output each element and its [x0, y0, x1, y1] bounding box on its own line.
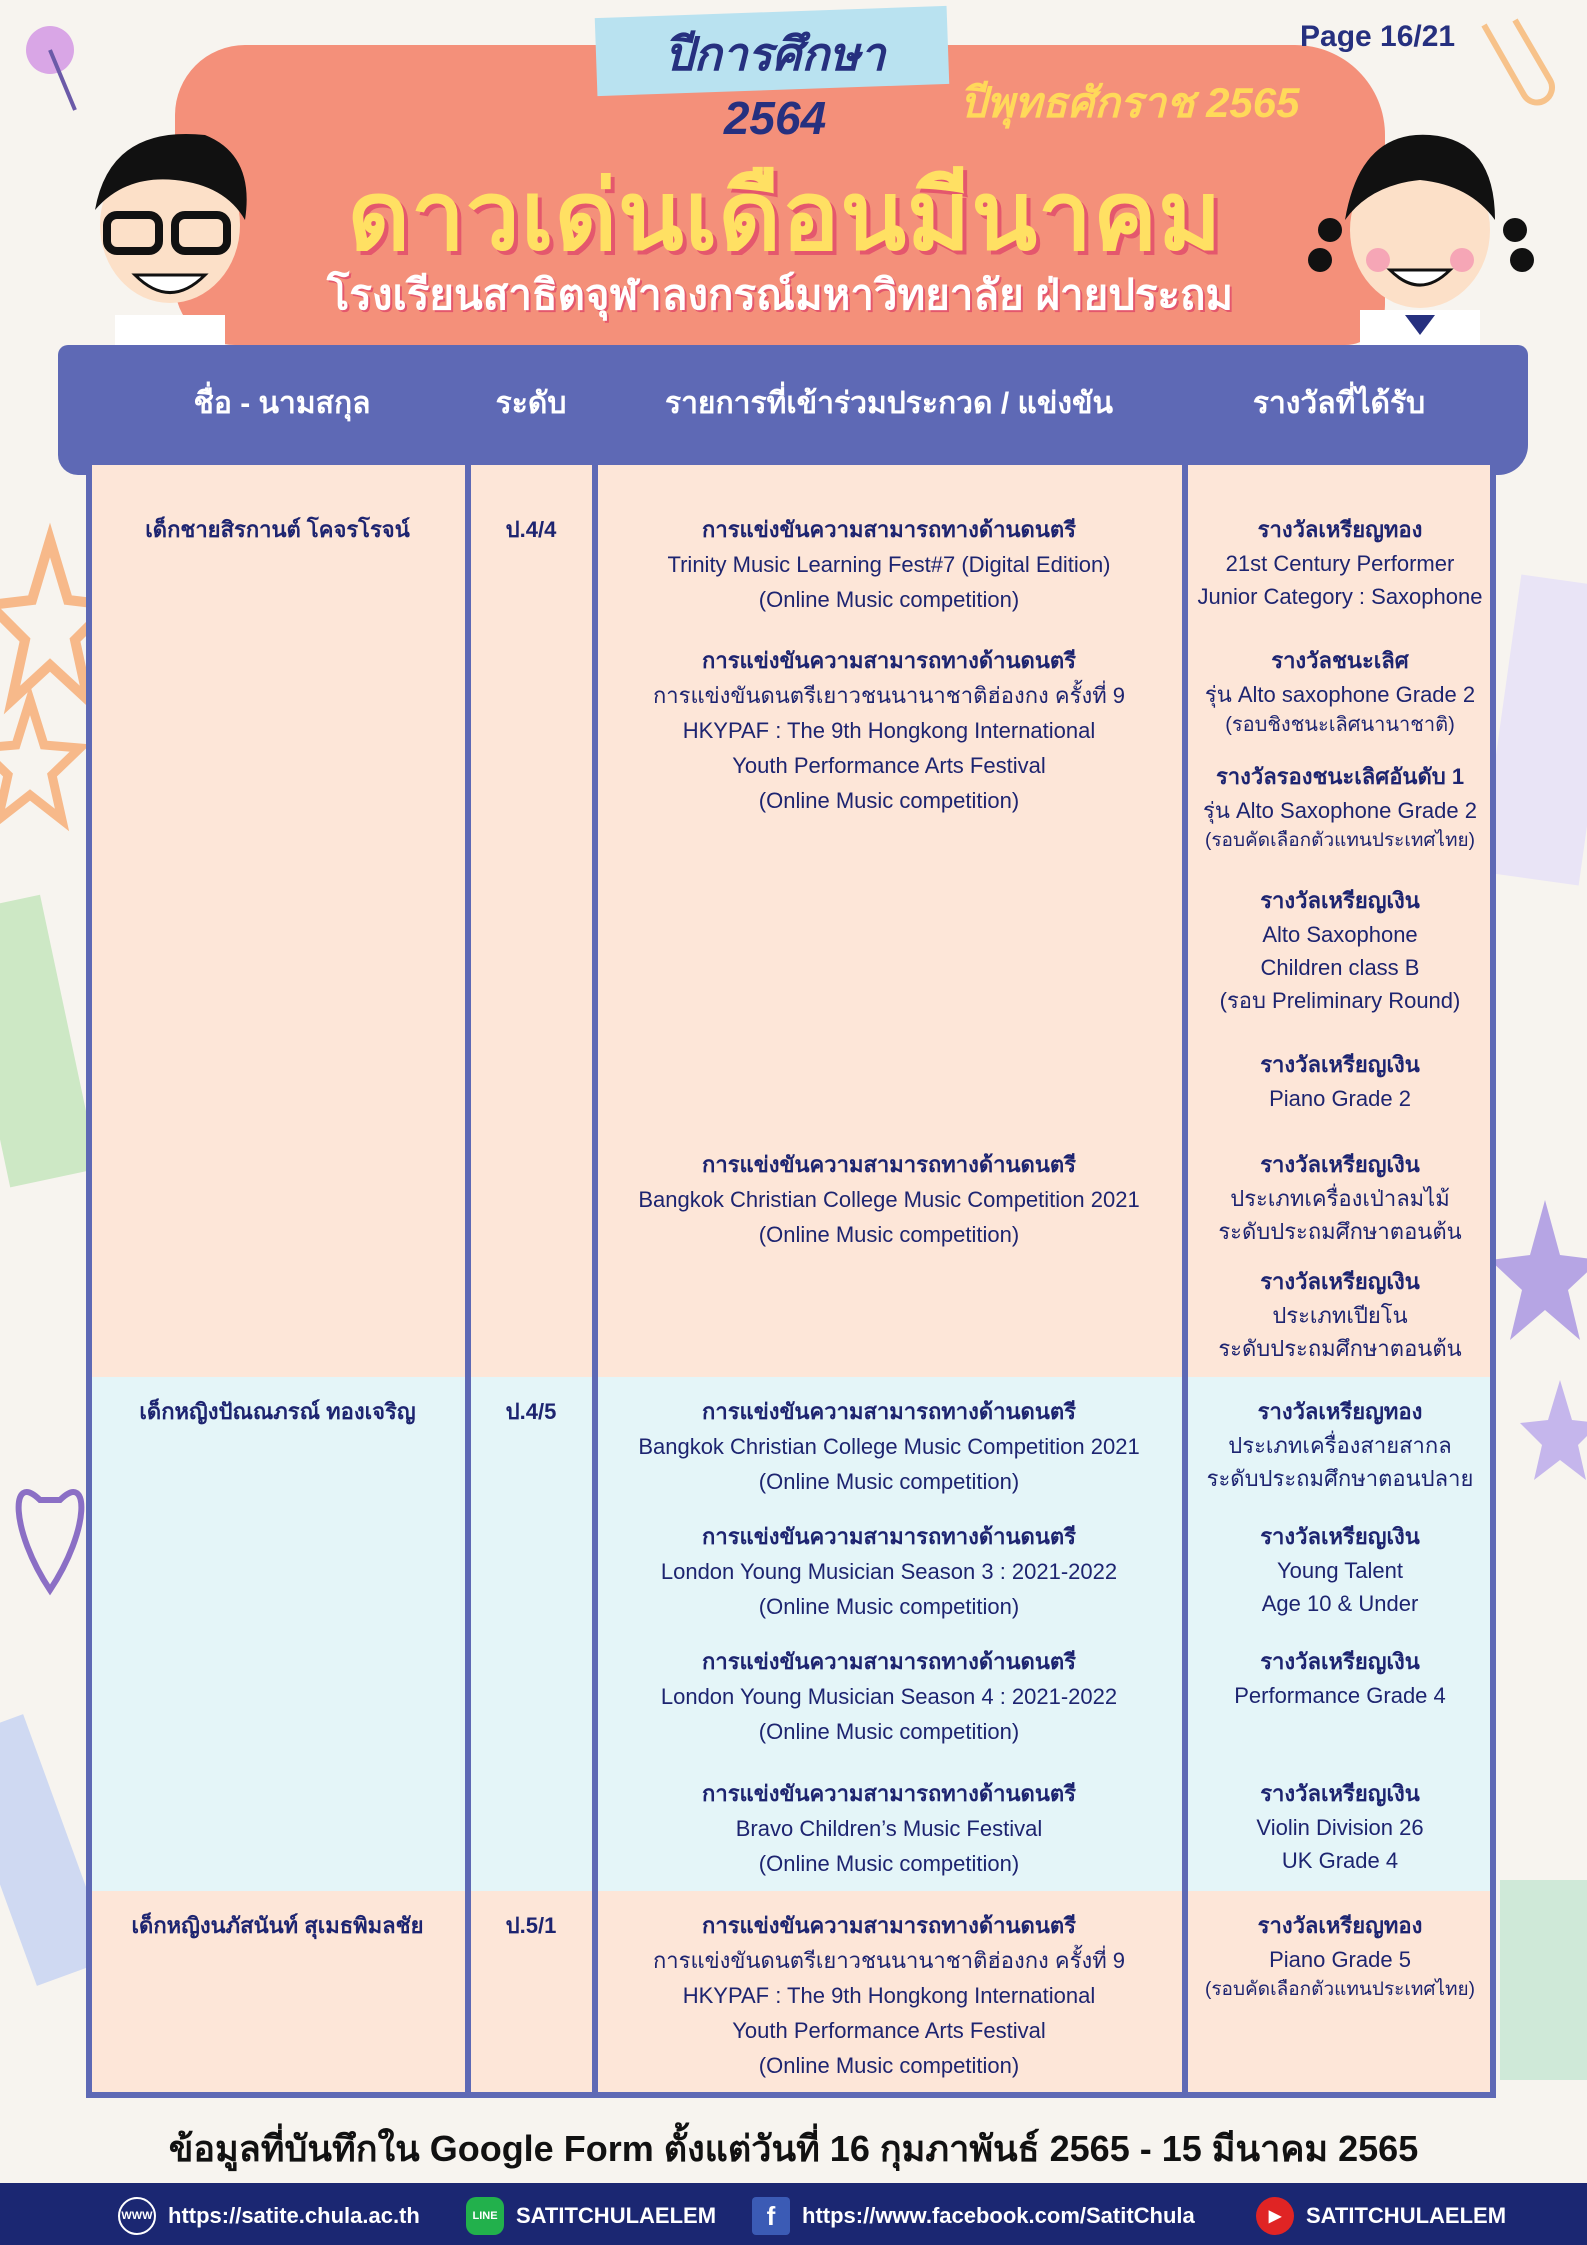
facebook-icon: f	[752, 2197, 790, 2235]
page-number: Page 16/21	[1300, 20, 1456, 53]
heart-outline-icon	[19, 1492, 82, 1590]
student-level: ป.4/5	[505, 1399, 557, 1424]
website-url: https://satite.chula.ac.th	[168, 2203, 420, 2228]
column-divider-3	[1182, 460, 1188, 2098]
competition-entry: การแข่งขันความสามารถทางด้านดนตรี Bangkok Christian College Music Competition 2021 (Online Music competition)	[638, 1152, 1140, 1247]
award-entry: รางวัลเหรียญเงิน Performance Grade 4	[1234, 1649, 1446, 1708]
youtube-channel: SATITCHULAELEM	[1306, 2203, 1507, 2228]
student-name: เด็กชายสิรกานต์ โคจรโรจน์	[145, 517, 410, 542]
academic-year: ปีการศึกษา 2564	[664, 28, 886, 144]
competition-entry: การแข่งขันความสามารถทางด้านดนตรี Trinity Music Learning Fest#7 (Digital Edition) (Online Music competition)	[667, 517, 1111, 612]
column-header-award: รางวัลที่ได้รับ	[1252, 387, 1426, 420]
page-title: ดาวเด่นเดือนมีนาคม	[347, 163, 1223, 270]
line-account: SATITCHULAELEM	[516, 2203, 717, 2228]
competition-entry: การแข่งขันความสามารถทางด้านดนตรี Bangkok Christian College Music Competition 2021 (Online Music competition)	[638, 1399, 1140, 1494]
award-entry: รางวัลรองชนะเลิศอันดับ 1 รุ่น Alto Saxophone Grade 2 (รอบคัดเลือกตัวแทนประเทศไทย)	[1203, 764, 1477, 851]
column-header-competition: รายการที่เข้าร่วมประกวด / แข่งขัน	[664, 387, 1114, 420]
youtube-icon: ▶	[1256, 2197, 1294, 2235]
student-level: ป.4/4	[505, 517, 557, 542]
data-period-note: ข้อมูลที่บันทึกใน Google Form ตั้งแต่วันที่ 16 กุมภาพันธ์ 2565 - 15 มีนาคม 2565	[168, 2128, 1419, 2169]
website-link[interactable]	[118, 2196, 420, 2236]
line-icon: LINE	[466, 2197, 504, 2235]
student-name: เด็กหญิงปัณณภรณ์ ทองเจริญ	[139, 1399, 416, 1424]
competition-entry: การแข่งขันความสามารถทางด้านดนตรี การแข่งขันดนตรีเยาวชนนานาชาติฮ่องกง ครั้งที่ 9 HKYPAF : The 9th Hongkong International Youth Performance Arts Festival (Online Music competition)	[652, 648, 1126, 813]
www-icon: WWW	[118, 2197, 156, 2235]
star-right-purple-2	[1520, 1380, 1587, 1480]
youtube-link[interactable]	[1256, 2196, 1506, 2236]
facebook-link[interactable]	[752, 2196, 1195, 2236]
girl-cartoon-illustration	[1290, 100, 1550, 350]
award-entry: รางวัลเหรียญทอง Piano Grade 5 (รอบคัดเลือกตัวแทนประเทศไทย)	[1205, 1913, 1475, 2000]
award-entry: รางวัลเหรียญเงิน ประเภทเครื่องเป่าลมไม้ ระดับประถมศึกษาตอนต้น	[1218, 1152, 1462, 1244]
competition-entry: การแข่งขันความสามารถทางด้านดนตรี การแข่งขันดนตรีเยาวชนนานาชาติฮ่องกง ครั้งที่ 9 HKYPAF : The 9th Hongkong International Youth Performance Arts Festival (Online Music competition)	[652, 1913, 1126, 2078]
column-header-level: ระดับ	[495, 387, 567, 420]
award-entry: รางวัลเหรียญเงิน Violin Division 26 UK Grade 4	[1256, 1781, 1424, 1873]
award-entry: รางวัลเหรียญเงิน Young Talent Age 10 & Under	[1260, 1524, 1420, 1616]
award-entry: รางวัลเหรียญเงิน ประเภทเปียโน ระดับประถมศึกษาตอนต้น	[1218, 1269, 1462, 1361]
award-entry: รางวัลเหรียญเงิน Piano Grade 2	[1260, 1052, 1420, 1111]
award-entry: รางวัลเหรียญเงิน Alto Saxophone Children class B (รอบ Preliminary Round)	[1219, 888, 1461, 1013]
table-bottom-border	[86, 2092, 1496, 2098]
award-entry: รางวัลเหรียญทอง ประเภทเครื่องสายสากล ระดับประถมศึกษาตอนปลาย	[1206, 1399, 1474, 1491]
star-right-purple	[1490, 1200, 1587, 1340]
column-divider-2	[592, 460, 598, 2098]
student-name: เด็กหญิงนภัสนันท์ สุเมธพิมลชัย	[131, 1913, 424, 1938]
column-divider-1	[465, 460, 471, 2098]
line-link[interactable]	[466, 2196, 716, 2236]
award-entry: รางวัลชนะเลิศ รุ่น Alto saxophone Grade 2 (รอบชิงชนะเลิศนานาชาติ)	[1204, 648, 1476, 736]
boy-cartoon-illustration	[55, 115, 285, 345]
paperclip-icon	[1484, 20, 1552, 102]
paper-bottom-right	[1500, 1880, 1587, 2080]
facebook-url: https://www.facebook.com/SatitChula	[802, 2203, 1195, 2228]
award-entry: รางวัลเหรียญทอง 21st Century Performer Junior Category : Saxophone	[1197, 517, 1483, 609]
school-name: โรงเรียนสาธิตจุฬาลงกรณ์มหาวิทยาลัย ฝ่ายประถม	[326, 271, 1234, 318]
competition-entry: การแข่งขันความสามารถทางด้านดนตรี Bravo Children’s Music Festival (Online Music competition)	[702, 1781, 1076, 1876]
column-header-name: ชื่อ - นามสกุล	[193, 387, 371, 420]
buddhist-year: ปีพุทธศักราช 2565	[960, 79, 1300, 126]
competition-entry: การแข่งขันความสามารถทางด้านดนตรี London Young Musician Season 3 : 2021-2022 (Online Music competition)	[660, 1524, 1118, 1619]
competition-entry: การแข่งขันความสามารถทางด้านดนตรี London Young Musician Season 4 : 2021-2022 (Online Music competition)	[660, 1649, 1118, 1744]
student-level: ป.5/1	[505, 1913, 557, 1938]
notepaper-left	[0, 895, 98, 1188]
star-outline-left-2	[0, 700, 80, 820]
